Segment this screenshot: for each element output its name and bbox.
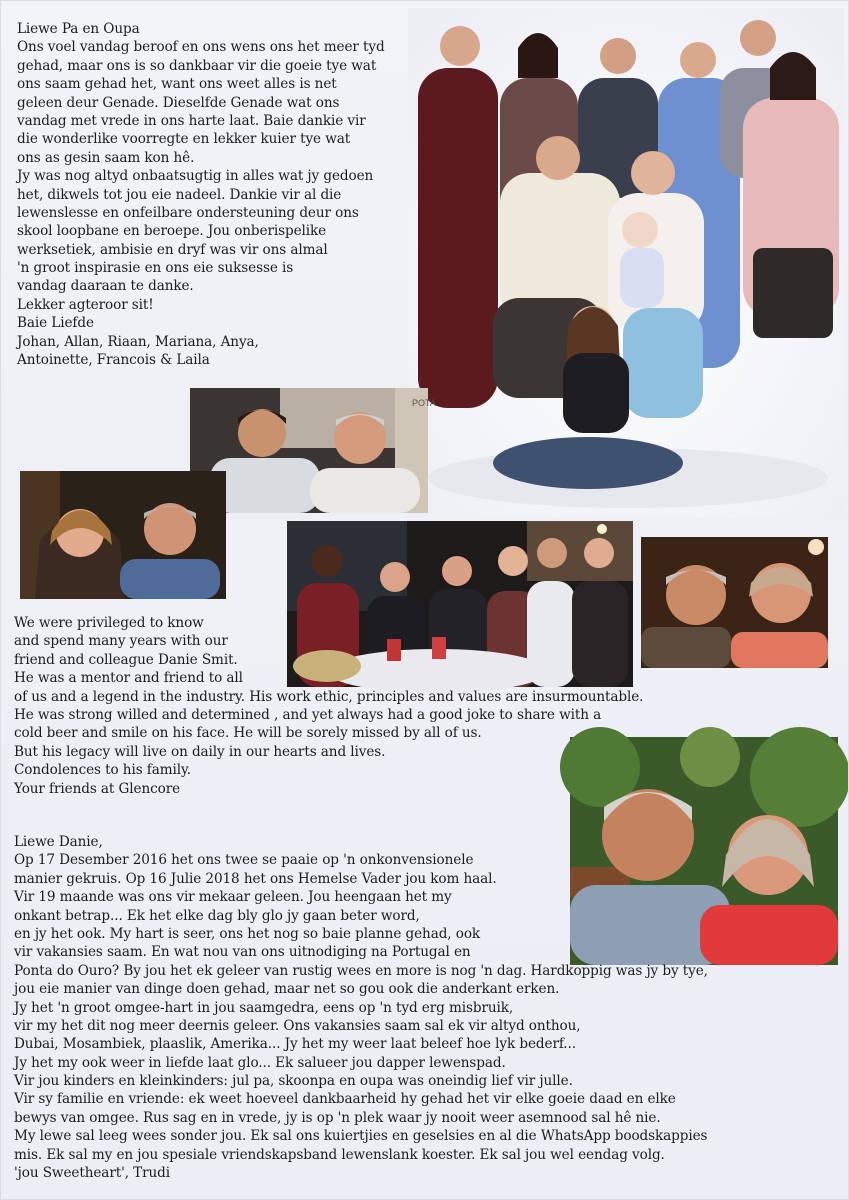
text-line: bewys van omgee. Rus sag en in vrede, jy is op 'n plek waar jy nooit weer asemnood sal hê nie. — [14, 1109, 661, 1126]
couple-photo-right — [641, 537, 828, 668]
text-line: Baie Liefde — [17, 315, 94, 332]
trudi-tribute — [14, 833, 708, 1182]
restaurant-sign-text: POTA — [412, 398, 436, 408]
text-line: 'jou Sweetheart', Trudi — [14, 1165, 171, 1182]
text-line: Vir jou kinders en kleinkinders: jul pa, skoonpa en oupa was oneindig lief vir julle. — [14, 1073, 573, 1090]
text-line: 'n groot inspirasie en ons eie suksesse is — [17, 260, 294, 277]
text-line: Ons voel vandag beroof en ons wens ons het meer tyd — [17, 39, 385, 56]
text-line: He was a mentor and friend to all — [14, 670, 243, 687]
text-line: onkant betrap... Ek het elke dag bly glo jy gaan beter word, — [14, 907, 420, 924]
text-line: Jy was nog altyd onbaatsugtig in alles wat jy gedoen — [17, 168, 374, 185]
text-line: manier gekruis. Op 16 Julie 2018 het ons Hemelse Vader jou kom haal. — [14, 870, 497, 887]
text-line: But his legacy will live on daily in our hearts and lives. — [14, 743, 386, 760]
text-line: jou eie manier van dinge doen gehad, maar net so gou ook die anderkant erken. — [14, 981, 560, 998]
text-line: ons saam gehad het, want ons weet alles is net — [17, 76, 337, 93]
text-line: Condolences to his family. — [14, 762, 192, 779]
text-line: He was strong willed and determined , and yet always had a good joke to share with a — [14, 706, 602, 723]
text-line: vir my het dit nog meer deernis geleer. Ons vakansies saam sal ek vir altyd onthou, — [14, 1017, 581, 1034]
text-line: ons as gesin saam kon hê. — [17, 149, 195, 166]
glencore-tribute — [14, 614, 643, 798]
text-line: We were privileged to know — [14, 615, 204, 631]
text-line: mis. Ek sal my en jou spesiale vriendskapsband lewenslank koester. Ek sal jou wel eendag volg. — [14, 1146, 665, 1163]
text-line: en jy het ook. My hart is seer, ons het nog so baie planne gehad, ook — [14, 925, 481, 942]
text-line: of us and a legend in the industry. His work ethic, principles and values are insurmountable. — [14, 688, 644, 705]
family-portrait-photo — [408, 8, 844, 518]
text-line: werksetiek, ambisie en dryf was vir ons almal — [17, 241, 328, 258]
text-line: Jy het 'n groot omgee-hart in jou saamgedra, eens op 'n tyd erg misbruik, — [14, 999, 514, 1016]
text-line: Your friends at Glencore — [14, 780, 181, 797]
text-line: Vir sy familie en vriende: ek weet hoeveel dankbaarheid hy gehad het vir elke goeie daad en elke — [14, 1091, 676, 1108]
text-line: vandag daaraan te danke. — [17, 278, 194, 295]
text-line: Antoinette, Francois & Laila — [17, 352, 210, 369]
text-line: die wonderlike voorregte en lekker kuier tye wat — [17, 131, 351, 148]
text-line: lewenslesse en onfeilbare ondersteuning deur ons — [17, 204, 359, 221]
text-line: het, dikwels tot jou eie nadeel. Dankie vir al die — [17, 186, 342, 203]
text-line: and spend many years with our — [14, 633, 228, 650]
text-line: Johan, Allan, Riaan, Mariana, Anya, — [17, 333, 259, 350]
text-line: Dubai, Mosambiek, plaaslik, Amerika... Jy het my weer laat beleef hoe lyk bederf... — [14, 1036, 576, 1053]
text-line: vandag met vrede in ons harte laat. Baie dankie vir — [17, 112, 366, 129]
text-line: My lewe sal leeg wees sonder jou. Ek sal ons kuiertjies en geselsies en al die WhatsApp boodskappies — [14, 1128, 708, 1145]
text-line: cold beer and smile on his face. He will be sorely missed by all of us. — [14, 725, 482, 742]
text-line: gehad, maar ons is so dankbaar vir die goeie tye wat — [17, 57, 377, 74]
couple-photo-left — [20, 471, 226, 599]
text-line: Liewe Pa en Oupa — [17, 21, 140, 37]
text-line: vir vakansies saam. En wat nou van ons uitnodiging na Portugal en — [14, 944, 471, 961]
text-line: skool loopbane en beroepe. Jou onberispelike — [17, 223, 327, 240]
text-line: Jy het my ook weer in liefde laat glo... Ek salueer jou dapper lewenspad. — [14, 1054, 506, 1071]
text-line: Lekker agteroor sit! — [17, 296, 154, 313]
family-tribute — [17, 20, 385, 369]
text-line: geleen deur Genade. Dieselfde Genade wat ons — [17, 94, 340, 111]
text-line: Vir 19 maande was ons vir mekaar geleen. Jou heengaan het my — [14, 889, 452, 906]
text-line: friend and colleague Danie Smit. — [14, 651, 238, 668]
text-line: Ponta do Ouro? By jou het ek geleer van rustig wees en more is nog 'n dag. Hardkoppig was jy by tye, — [14, 962, 708, 979]
text-line: Liewe Danie, — [14, 834, 103, 850]
text-line: Op 17 Desember 2016 het ons twee se paaie op 'n onkonvensionele — [14, 852, 474, 869]
